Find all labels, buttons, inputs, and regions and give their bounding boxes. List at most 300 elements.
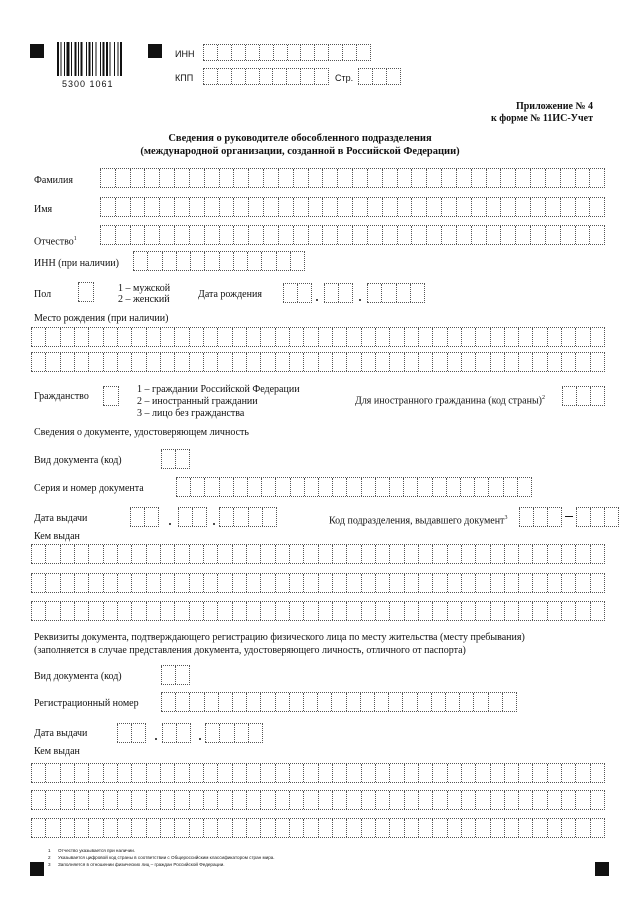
- char-cell[interactable]: [117, 353, 131, 371]
- char-cell[interactable]: [246, 545, 260, 563]
- char-cell[interactable]: [74, 764, 88, 782]
- char-cell[interactable]: [560, 169, 575, 187]
- char-cell[interactable]: [88, 764, 102, 782]
- char-cell[interactable]: [337, 198, 352, 216]
- char-cell[interactable]: [418, 545, 432, 563]
- char-cell[interactable]: [346, 764, 360, 782]
- char-cell[interactable]: [590, 508, 604, 526]
- char-cell[interactable]: [386, 69, 400, 84]
- char-cell[interactable]: [74, 353, 88, 371]
- header-page-field[interactable]: [358, 68, 401, 85]
- char-cell[interactable]: [504, 545, 518, 563]
- char-cell[interactable]: [60, 353, 74, 371]
- char-cell[interactable]: [404, 819, 418, 837]
- char-cell[interactable]: [561, 791, 575, 809]
- char-cell[interactable]: [561, 574, 575, 592]
- reg-issued-by-row2[interactable]: [31, 790, 605, 810]
- char-cell[interactable]: [346, 574, 360, 592]
- char-cell[interactable]: [532, 819, 546, 837]
- char-cell[interactable]: [432, 819, 446, 837]
- char-cell[interactable]: [297, 284, 311, 302]
- char-cell[interactable]: [219, 252, 233, 270]
- char-cell[interactable]: [174, 545, 188, 563]
- char-cell[interactable]: [328, 45, 342, 60]
- char-cell[interactable]: [471, 198, 486, 216]
- char-cell[interactable]: [504, 574, 518, 592]
- char-cell[interactable]: [361, 574, 375, 592]
- char-cell[interactable]: [575, 353, 589, 371]
- char-cell[interactable]: [161, 693, 175, 711]
- char-cell[interactable]: [314, 69, 328, 84]
- char-cell[interactable]: [397, 169, 412, 187]
- char-cell[interactable]: [490, 574, 504, 592]
- char-cell[interactable]: [287, 45, 301, 60]
- char-cell[interactable]: [547, 602, 561, 620]
- char-cell[interactable]: [473, 693, 487, 711]
- issue-date-day[interactable]: [130, 507, 159, 527]
- char-cell[interactable]: [178, 508, 192, 526]
- char-cell[interactable]: [375, 545, 389, 563]
- char-cell[interactable]: [289, 693, 303, 711]
- char-cell[interactable]: [283, 284, 297, 302]
- char-cell[interactable]: [456, 226, 471, 244]
- char-cell[interactable]: [248, 724, 262, 742]
- char-cell[interactable]: [289, 764, 303, 782]
- char-cell[interactable]: [575, 764, 589, 782]
- char-cell[interactable]: [590, 387, 604, 405]
- char-cell[interactable]: [324, 284, 338, 302]
- char-cell[interactable]: [441, 226, 456, 244]
- char-cell[interactable]: [358, 69, 372, 84]
- char-cell[interactable]: [530, 169, 545, 187]
- char-cell[interactable]: [561, 545, 575, 563]
- char-cell[interactable]: [332, 791, 346, 809]
- char-cell[interactable]: [418, 764, 432, 782]
- citizenship-field[interactable]: [103, 386, 119, 406]
- char-cell[interactable]: [260, 764, 274, 782]
- char-cell[interactable]: [247, 478, 261, 496]
- char-cell[interactable]: [203, 819, 217, 837]
- char-cell[interactable]: [117, 602, 131, 620]
- char-cell[interactable]: [338, 284, 352, 302]
- char-cell[interactable]: [403, 478, 417, 496]
- char-cell[interactable]: [547, 791, 561, 809]
- char-cell[interactable]: [233, 508, 247, 526]
- char-cell[interactable]: [103, 791, 117, 809]
- char-cell[interactable]: [504, 819, 518, 837]
- char-cell[interactable]: [303, 693, 317, 711]
- char-cell[interactable]: [361, 819, 375, 837]
- char-cell[interactable]: [144, 226, 159, 244]
- char-cell[interactable]: [461, 791, 475, 809]
- char-cell[interactable]: [318, 353, 332, 371]
- char-cell[interactable]: [504, 353, 518, 371]
- char-cell[interactable]: [389, 478, 403, 496]
- char-cell[interactable]: [162, 252, 176, 270]
- char-cell[interactable]: [332, 602, 346, 620]
- char-cell[interactable]: [447, 791, 461, 809]
- char-cell[interactable]: [402, 693, 416, 711]
- char-cell[interactable]: [432, 791, 446, 809]
- char-cell[interactable]: [131, 819, 145, 837]
- char-cell[interactable]: [31, 602, 45, 620]
- char-cell[interactable]: [367, 284, 381, 302]
- char-cell[interactable]: [45, 574, 59, 592]
- char-cell[interactable]: [382, 169, 397, 187]
- char-cell[interactable]: [518, 764, 532, 782]
- char-cell[interactable]: [88, 602, 102, 620]
- char-cell[interactable]: [259, 69, 273, 84]
- char-cell[interactable]: [131, 602, 145, 620]
- char-cell[interactable]: [217, 574, 231, 592]
- char-cell[interactable]: [275, 602, 289, 620]
- char-cell[interactable]: [176, 252, 190, 270]
- char-cell[interactable]: [278, 169, 293, 187]
- doc-series-field[interactable]: [176, 477, 532, 497]
- char-cell[interactable]: [375, 574, 389, 592]
- header-kpp-field[interactable]: [203, 68, 329, 85]
- char-cell[interactable]: [103, 602, 117, 620]
- char-cell[interactable]: [159, 169, 174, 187]
- char-cell[interactable]: [45, 545, 59, 563]
- char-cell[interactable]: [146, 574, 160, 592]
- char-cell[interactable]: [389, 602, 403, 620]
- char-cell[interactable]: [146, 791, 160, 809]
- char-cell[interactable]: [561, 602, 575, 620]
- char-cell[interactable]: [389, 574, 403, 592]
- char-cell[interactable]: [100, 198, 115, 216]
- char-cell[interactable]: [160, 764, 174, 782]
- char-cell[interactable]: [337, 169, 352, 187]
- char-cell[interactable]: [117, 819, 131, 837]
- char-cell[interactable]: [547, 819, 561, 837]
- char-cell[interactable]: [115, 226, 130, 244]
- char-cell[interactable]: [248, 508, 262, 526]
- char-cell[interactable]: [532, 791, 546, 809]
- char-cell[interactable]: [426, 226, 441, 244]
- char-cell[interactable]: [232, 791, 246, 809]
- char-cell[interactable]: [233, 198, 248, 216]
- char-cell[interactable]: [233, 169, 248, 187]
- char-cell[interactable]: [146, 764, 160, 782]
- char-cell[interactable]: [246, 602, 260, 620]
- char-cell[interactable]: [203, 545, 217, 563]
- char-cell[interactable]: [475, 574, 489, 592]
- char-cell[interactable]: [404, 764, 418, 782]
- char-cell[interactable]: [189, 764, 203, 782]
- char-cell[interactable]: [219, 198, 234, 216]
- char-cell[interactable]: [490, 545, 504, 563]
- char-cell[interactable]: [575, 791, 589, 809]
- char-cell[interactable]: [575, 545, 589, 563]
- char-cell[interactable]: [117, 328, 131, 346]
- doc-type-field[interactable]: [161, 449, 190, 469]
- char-cell[interactable]: [144, 169, 159, 187]
- char-cell[interactable]: [488, 478, 502, 496]
- char-cell[interactable]: [375, 791, 389, 809]
- char-cell[interactable]: [418, 574, 432, 592]
- sex-field[interactable]: [78, 282, 94, 302]
- char-cell[interactable]: [88, 328, 102, 346]
- char-cell[interactable]: [146, 545, 160, 563]
- char-cell[interactable]: [575, 819, 589, 837]
- char-cell[interactable]: [547, 545, 561, 563]
- inn-field[interactable]: [133, 251, 305, 271]
- char-cell[interactable]: [204, 198, 219, 216]
- char-cell[interactable]: [160, 328, 174, 346]
- char-cell[interactable]: [318, 545, 332, 563]
- char-cell[interactable]: [130, 508, 144, 526]
- char-cell[interactable]: [322, 226, 337, 244]
- char-cell[interactable]: [303, 353, 317, 371]
- char-cell[interactable]: [411, 198, 426, 216]
- char-cell[interactable]: [418, 791, 432, 809]
- char-cell[interactable]: [460, 478, 474, 496]
- birth-date-month[interactable]: [324, 283, 353, 303]
- char-cell[interactable]: [318, 574, 332, 592]
- char-cell[interactable]: [45, 602, 59, 620]
- char-cell[interactable]: [203, 791, 217, 809]
- char-cell[interactable]: [176, 478, 190, 496]
- char-cell[interactable]: [45, 819, 59, 837]
- char-cell[interactable]: [547, 353, 561, 371]
- char-cell[interactable]: [31, 764, 45, 782]
- char-cell[interactable]: [500, 169, 515, 187]
- char-cell[interactable]: [575, 574, 589, 592]
- char-cell[interactable]: [397, 226, 412, 244]
- char-cell[interactable]: [246, 791, 260, 809]
- char-cell[interactable]: [103, 819, 117, 837]
- char-cell[interactable]: [352, 226, 367, 244]
- issued-by-row2[interactable]: [31, 573, 605, 593]
- char-cell[interactable]: [432, 574, 446, 592]
- char-cell[interactable]: [374, 693, 388, 711]
- char-cell[interactable]: [475, 791, 489, 809]
- reg-issue-date-month[interactable]: [162, 723, 191, 743]
- char-cell[interactable]: [426, 198, 441, 216]
- char-cell[interactable]: [189, 545, 203, 563]
- char-cell[interactable]: [303, 819, 317, 837]
- char-cell[interactable]: [432, 545, 446, 563]
- reg-doc-type-field[interactable]: [161, 665, 190, 685]
- char-cell[interactable]: [176, 724, 190, 742]
- char-cell[interactable]: [532, 602, 546, 620]
- char-cell[interactable]: [308, 169, 323, 187]
- char-cell[interactable]: [342, 45, 356, 60]
- char-cell[interactable]: [144, 198, 159, 216]
- char-cell[interactable]: [518, 353, 532, 371]
- char-cell[interactable]: [303, 764, 317, 782]
- char-cell[interactable]: [447, 353, 461, 371]
- char-cell[interactable]: [502, 693, 516, 711]
- char-cell[interactable]: [88, 819, 102, 837]
- char-cell[interactable]: [289, 602, 303, 620]
- char-cell[interactable]: [332, 353, 346, 371]
- char-cell[interactable]: [203, 602, 217, 620]
- char-cell[interactable]: [246, 574, 260, 592]
- char-cell[interactable]: [289, 328, 303, 346]
- char-cell[interactable]: [346, 478, 360, 496]
- char-cell[interactable]: [361, 545, 375, 563]
- char-cell[interactable]: [589, 169, 604, 187]
- char-cell[interactable]: [389, 791, 403, 809]
- foreign-country-field[interactable]: [562, 386, 605, 406]
- char-cell[interactable]: [590, 602, 604, 620]
- char-cell[interactable]: [532, 574, 546, 592]
- char-cell[interactable]: [131, 353, 145, 371]
- char-cell[interactable]: [346, 791, 360, 809]
- char-cell[interactable]: [217, 45, 231, 60]
- char-cell[interactable]: [461, 328, 475, 346]
- reg-issue-date-day[interactable]: [117, 723, 146, 743]
- char-cell[interactable]: [88, 791, 102, 809]
- char-cell[interactable]: [88, 545, 102, 563]
- char-cell[interactable]: [308, 198, 323, 216]
- char-cell[interactable]: [131, 328, 145, 346]
- char-cell[interactable]: [217, 602, 231, 620]
- char-cell[interactable]: [247, 252, 261, 270]
- char-cell[interactable]: [290, 252, 304, 270]
- char-cell[interactable]: [561, 328, 575, 346]
- char-cell[interactable]: [490, 791, 504, 809]
- char-cell[interactable]: [418, 328, 432, 346]
- char-cell[interactable]: [275, 574, 289, 592]
- birth-place-row2[interactable]: [31, 352, 605, 372]
- char-cell[interactable]: [219, 508, 233, 526]
- char-cell[interactable]: [232, 819, 246, 837]
- char-cell[interactable]: [518, 602, 532, 620]
- char-cell[interactable]: [174, 764, 188, 782]
- char-cell[interactable]: [518, 545, 532, 563]
- char-cell[interactable]: [293, 169, 308, 187]
- char-cell[interactable]: [332, 478, 346, 496]
- char-cell[interactable]: [160, 353, 174, 371]
- char-cell[interactable]: [532, 764, 546, 782]
- char-cell[interactable]: [418, 353, 432, 371]
- char-cell[interactable]: [417, 478, 431, 496]
- char-cell[interactable]: [300, 45, 314, 60]
- char-cell[interactable]: [192, 508, 206, 526]
- char-cell[interactable]: [530, 226, 545, 244]
- char-cell[interactable]: [218, 693, 232, 711]
- char-cell[interactable]: [245, 45, 259, 60]
- char-cell[interactable]: [161, 450, 175, 468]
- char-cell[interactable]: [131, 724, 145, 742]
- char-cell[interactable]: [352, 169, 367, 187]
- char-cell[interactable]: [560, 226, 575, 244]
- char-cell[interactable]: [322, 169, 337, 187]
- char-cell[interactable]: [203, 574, 217, 592]
- char-cell[interactable]: [461, 602, 475, 620]
- char-cell[interactable]: [248, 198, 263, 216]
- char-cell[interactable]: [504, 764, 518, 782]
- char-cell[interactable]: [590, 328, 604, 346]
- char-cell[interactable]: [103, 328, 117, 346]
- char-cell[interactable]: [174, 169, 189, 187]
- char-cell[interactable]: [259, 45, 273, 60]
- char-cell[interactable]: [232, 602, 246, 620]
- char-cell[interactable]: [389, 545, 403, 563]
- char-cell[interactable]: [45, 791, 59, 809]
- char-cell[interactable]: [88, 574, 102, 592]
- char-cell[interactable]: [331, 693, 345, 711]
- char-cell[interactable]: [204, 693, 218, 711]
- char-cell[interactable]: [474, 478, 488, 496]
- char-cell[interactable]: [276, 252, 290, 270]
- char-cell[interactable]: [293, 226, 308, 244]
- char-cell[interactable]: [504, 328, 518, 346]
- char-cell[interactable]: [545, 226, 560, 244]
- char-cell[interactable]: [389, 353, 403, 371]
- char-cell[interactable]: [475, 819, 489, 837]
- issued-by-row1[interactable]: [31, 544, 605, 564]
- char-cell[interactable]: [560, 198, 575, 216]
- char-cell[interactable]: [246, 819, 260, 837]
- char-cell[interactable]: [117, 724, 131, 742]
- char-cell[interactable]: [260, 693, 274, 711]
- char-cell[interactable]: [304, 478, 318, 496]
- char-cell[interactable]: [174, 574, 188, 592]
- char-cell[interactable]: [231, 69, 245, 84]
- char-cell[interactable]: [103, 387, 118, 405]
- char-cell[interactable]: [219, 226, 234, 244]
- char-cell[interactable]: [189, 791, 203, 809]
- char-cell[interactable]: [361, 791, 375, 809]
- char-cell[interactable]: [389, 328, 403, 346]
- char-cell[interactable]: [346, 819, 360, 837]
- char-cell[interactable]: [532, 328, 546, 346]
- char-cell[interactable]: [389, 819, 403, 837]
- char-cell[interactable]: [60, 574, 74, 592]
- char-cell[interactable]: [174, 198, 189, 216]
- char-cell[interactable]: [375, 819, 389, 837]
- char-cell[interactable]: [234, 724, 248, 742]
- char-cell[interactable]: [318, 819, 332, 837]
- char-cell[interactable]: [447, 574, 461, 592]
- char-cell[interactable]: [404, 328, 418, 346]
- char-cell[interactable]: [31, 545, 45, 563]
- char-cell[interactable]: [475, 545, 489, 563]
- char-cell[interactable]: [117, 545, 131, 563]
- char-cell[interactable]: [261, 252, 275, 270]
- char-cell[interactable]: [189, 819, 203, 837]
- char-cell[interactable]: [272, 69, 286, 84]
- char-cell[interactable]: [248, 226, 263, 244]
- char-cell[interactable]: [318, 791, 332, 809]
- char-cell[interactable]: [471, 226, 486, 244]
- char-cell[interactable]: [447, 328, 461, 346]
- char-cell[interactable]: [447, 602, 461, 620]
- char-cell[interactable]: [204, 252, 218, 270]
- char-cell[interactable]: [318, 328, 332, 346]
- char-cell[interactable]: [318, 764, 332, 782]
- dept-code-part1[interactable]: [519, 507, 562, 527]
- header-inn-field[interactable]: [203, 44, 371, 61]
- char-cell[interactable]: [490, 328, 504, 346]
- char-cell[interactable]: [461, 545, 475, 563]
- char-cell[interactable]: [175, 666, 189, 684]
- char-cell[interactable]: [533, 508, 547, 526]
- char-cell[interactable]: [300, 69, 314, 84]
- char-cell[interactable]: [219, 478, 233, 496]
- char-cell[interactable]: [233, 252, 247, 270]
- char-cell[interactable]: [219, 724, 233, 742]
- char-cell[interactable]: [375, 602, 389, 620]
- char-cell[interactable]: [490, 764, 504, 782]
- char-cell[interactable]: [503, 478, 517, 496]
- char-cell[interactable]: [174, 226, 189, 244]
- char-cell[interactable]: [203, 328, 217, 346]
